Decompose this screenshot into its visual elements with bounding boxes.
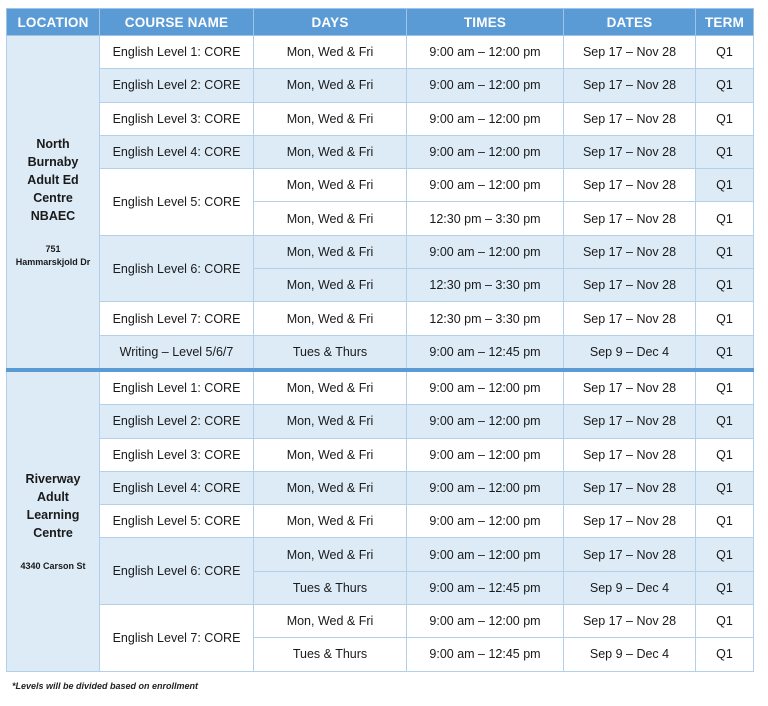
table-row: [7, 302, 754, 335]
table-row: [7, 538, 754, 571]
times: 9:00 am – 12:00 pm: [407, 235, 564, 268]
term: Q1: [696, 135, 754, 168]
term: Q1: [696, 405, 754, 438]
dates: Sep 17 – Nov 28: [564, 202, 696, 235]
days: Mon, Wed & Fri: [254, 505, 407, 538]
times: 9:00 am – 12:00 pm: [407, 69, 564, 102]
dates: Sep 17 – Nov 28: [564, 135, 696, 168]
term: Q1: [696, 102, 754, 135]
dates: Sep 17 – Nov 28: [564, 605, 696, 638]
dates: Sep 17 – Nov 28: [564, 370, 696, 405]
dates: Sep 17 – Nov 28: [564, 69, 696, 102]
days: Mon, Wed & Fri: [254, 102, 407, 135]
course-name: English Level 1: CORE: [100, 36, 254, 69]
times: 9:00 am – 12:00 pm: [407, 438, 564, 471]
days: Mon, Wed & Fri: [254, 135, 407, 168]
times: 9:00 am – 12:45 pm: [407, 638, 564, 671]
times: 12:30 pm – 3:30 pm: [407, 202, 564, 235]
term: Q1: [696, 605, 754, 638]
header-location: LOCATION: [7, 9, 100, 36]
dates: Sep 9 – Dec 4: [564, 571, 696, 604]
times: 9:00 am – 12:00 pm: [407, 36, 564, 69]
days: Mon, Wed & Fri: [254, 302, 407, 335]
course-name: English Level 3: CORE: [100, 438, 254, 471]
course-name: English Level 6: CORE: [100, 235, 254, 302]
header-row: [7, 9, 754, 36]
term: Q1: [696, 538, 754, 571]
table-row: [7, 505, 754, 538]
term: Q1: [696, 438, 754, 471]
course-name: English Level 5: CORE: [100, 505, 254, 538]
location-name: Riverway Adult Learning Centre: [25, 471, 81, 540]
term: Q1: [696, 571, 754, 604]
table-row: [7, 370, 754, 405]
term: Q1: [696, 370, 754, 405]
header-dates: DATES: [564, 9, 696, 36]
location-cell-nbaec: [7, 36, 100, 370]
dates: Sep 17 – Nov 28: [564, 505, 696, 538]
course-name: English Level 5: CORE: [100, 169, 254, 236]
term: Q1: [696, 235, 754, 268]
times: 9:00 am – 12:00 pm: [407, 471, 564, 504]
times: 9:00 am – 12:00 pm: [407, 605, 564, 638]
dates: Sep 9 – Dec 4: [564, 638, 696, 671]
location-address: 751 Hammarskjold Dr: [15, 243, 91, 267]
course-name: English Level 2: CORE: [100, 405, 254, 438]
term: Q1: [696, 269, 754, 302]
days: Mon, Wed & Fri: [254, 538, 407, 571]
times: 9:00 am – 12:00 pm: [407, 370, 564, 405]
dates: Sep 17 – Nov 28: [564, 235, 696, 268]
times: 9:00 am – 12:00 pm: [407, 405, 564, 438]
dates: Sep 17 – Nov 28: [564, 471, 696, 504]
table-row: [7, 605, 754, 638]
table-row: [7, 438, 754, 471]
dates: Sep 17 – Nov 28: [564, 169, 696, 202]
course-name: English Level 1: CORE: [100, 370, 254, 405]
days: Tues & Thurs: [254, 571, 407, 604]
table-row: [7, 471, 754, 504]
days: Mon, Wed & Fri: [254, 235, 407, 268]
course-name: English Level 7: CORE: [100, 302, 254, 335]
dates: Sep 17 – Nov 28: [564, 538, 696, 571]
times: 9:00 am – 12:45 pm: [407, 571, 564, 604]
footnote: *Levels will be divided based on enrollment: [12, 681, 199, 691]
dates: Sep 17 – Nov 28: [564, 269, 696, 302]
days: Mon, Wed & Fri: [254, 69, 407, 102]
days: Mon, Wed & Fri: [254, 370, 407, 405]
term: Q1: [696, 335, 754, 370]
table-row: [7, 235, 754, 268]
times: 12:30 pm – 3:30 pm: [407, 302, 564, 335]
header-days: DAYS: [254, 9, 407, 36]
times: 9:00 am – 12:00 pm: [407, 169, 564, 202]
days: Mon, Wed & Fri: [254, 605, 407, 638]
days: Mon, Wed & Fri: [254, 405, 407, 438]
days: Mon, Wed & Fri: [254, 169, 407, 202]
times: 9:00 am – 12:00 pm: [407, 538, 564, 571]
times: 9:00 am – 12:00 pm: [407, 135, 564, 168]
course-name: English Level 3: CORE: [100, 102, 254, 135]
days: Mon, Wed & Fri: [254, 202, 407, 235]
dates: Sep 17 – Nov 28: [564, 405, 696, 438]
term: Q1: [696, 471, 754, 504]
course-name: Writing – Level 5/6/7: [100, 335, 254, 370]
term: Q1: [696, 69, 754, 102]
location-cell-riverway: [7, 370, 100, 671]
term: Q1: [696, 169, 754, 202]
days: Mon, Wed & Fri: [254, 36, 407, 69]
days: Mon, Wed & Fri: [254, 438, 407, 471]
dates: Sep 17 – Nov 28: [564, 36, 696, 69]
table-row: [7, 335, 754, 370]
table-row: [7, 135, 754, 168]
dates: Sep 17 – Nov 28: [564, 438, 696, 471]
header-term: TERM: [696, 9, 754, 36]
days: Mon, Wed & Fri: [254, 269, 407, 302]
days: Mon, Wed & Fri: [254, 471, 407, 504]
times: 9:00 am – 12:00 pm: [407, 102, 564, 135]
course-name: English Level 4: CORE: [100, 471, 254, 504]
term: Q1: [696, 302, 754, 335]
days: Tues & Thurs: [254, 335, 407, 370]
dates: Sep 17 – Nov 28: [564, 302, 696, 335]
times: 9:00 am – 12:45 pm: [407, 335, 564, 370]
times: 9:00 am – 12:00 pm: [407, 505, 564, 538]
header-course-name: COURSE NAME: [100, 9, 254, 36]
days: Tues & Thurs: [254, 638, 407, 671]
times: 12:30 pm – 3:30 pm: [407, 269, 564, 302]
table-row: [7, 36, 754, 69]
course-name: English Level 6: CORE: [100, 538, 254, 605]
term: Q1: [696, 36, 754, 69]
term: Q1: [696, 505, 754, 538]
course-schedule-table: [6, 8, 754, 672]
table-row: [7, 169, 754, 202]
term: Q1: [696, 638, 754, 671]
table-row: [7, 102, 754, 135]
table-row: [7, 69, 754, 102]
dates: Sep 9 – Dec 4: [564, 335, 696, 370]
dates: Sep 17 – Nov 28: [564, 102, 696, 135]
course-name: English Level 4: CORE: [100, 135, 254, 168]
course-name: English Level 7: CORE: [100, 605, 254, 672]
location-name: North Burnaby Adult Ed Centre NBAEC: [27, 136, 79, 223]
course-name: English Level 2: CORE: [100, 69, 254, 102]
term: Q1: [696, 202, 754, 235]
header-times: TIMES: [407, 9, 564, 36]
location-address: 4340 Carson St: [20, 560, 86, 571]
table-row: [7, 405, 754, 438]
